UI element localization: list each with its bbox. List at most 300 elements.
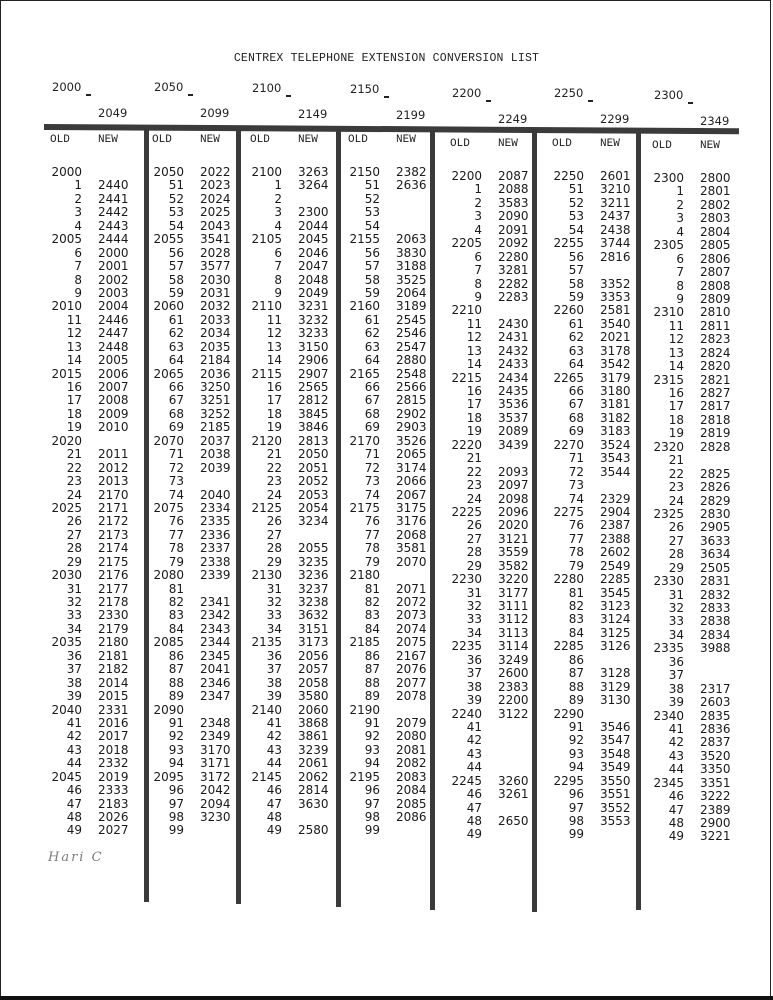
old-extension: 52 xyxy=(364,191,380,206)
new-extension: 2036 xyxy=(200,366,231,381)
old-extension: 31 xyxy=(668,587,684,602)
old-extension: 2015 xyxy=(51,366,82,381)
new-extension: 2447 xyxy=(98,326,129,341)
old-extension: 58 xyxy=(364,272,380,287)
table-row xyxy=(348,744,443,757)
table-row xyxy=(450,721,545,734)
new-extension: 3210 xyxy=(600,182,631,197)
old-extension: 1 xyxy=(274,178,282,193)
old-extension: 94 xyxy=(168,756,184,771)
old-extension: 2190 xyxy=(349,702,380,717)
table-row xyxy=(250,596,345,609)
old-extension: 81 xyxy=(364,581,380,596)
table-row xyxy=(250,179,345,192)
new-extension: 2200 xyxy=(498,693,529,708)
new-extension: 3222 xyxy=(700,789,731,804)
table-row xyxy=(152,569,247,582)
old-extension: 39 xyxy=(668,695,684,710)
old-extension: 29 xyxy=(466,558,482,573)
table-row xyxy=(552,546,647,559)
new-extension: 3352 xyxy=(600,276,631,291)
old-extension: 4 xyxy=(676,224,684,239)
new-extension: 3172 xyxy=(200,769,231,784)
table-row xyxy=(50,368,145,381)
new-extension: 3128 xyxy=(600,666,631,681)
old-extension: 2020 xyxy=(51,433,82,448)
new-extension: 2175 xyxy=(98,554,129,569)
table-row xyxy=(652,750,747,763)
table-row xyxy=(152,650,247,663)
old-extension: 9 xyxy=(74,285,82,300)
new-extension: 2338 xyxy=(200,554,231,569)
table-row xyxy=(250,609,345,622)
table-row xyxy=(50,314,145,327)
old-extension: 38 xyxy=(266,675,282,690)
new-extension: 2070 xyxy=(396,554,427,569)
old-extension: 42 xyxy=(668,735,684,750)
table-row xyxy=(552,587,647,600)
old-extension: 2105 xyxy=(251,232,282,247)
old-extension: 6 xyxy=(274,245,282,260)
table-row xyxy=(152,448,247,461)
table-row xyxy=(450,170,545,183)
new-extension: 2055 xyxy=(298,541,329,556)
table-row xyxy=(250,448,345,461)
old-extension: 2250 xyxy=(553,169,584,183)
table-row xyxy=(348,394,443,407)
new-extension: 2026 xyxy=(98,810,129,824)
new-extension: 2021 xyxy=(600,330,631,345)
table-row xyxy=(552,533,647,546)
new-extension: 3130 xyxy=(600,693,631,708)
old-extension: 2130 xyxy=(251,568,282,583)
old-extension: 97 xyxy=(568,800,584,815)
old-extension: 21 xyxy=(668,453,684,468)
table-row xyxy=(552,398,647,411)
table-row xyxy=(652,817,747,830)
new-header: NEW xyxy=(498,138,518,150)
old-extension: 34 xyxy=(466,625,482,640)
new-extension: 2347 xyxy=(200,689,231,704)
new-extension: 2024 xyxy=(200,191,231,206)
old-extension: 33 xyxy=(668,614,684,629)
new-extension: 3546 xyxy=(600,719,631,734)
new-extension: 2330 xyxy=(98,608,129,623)
new-extension: 3541 xyxy=(200,232,231,247)
table-row xyxy=(652,454,747,467)
new-extension: 2003 xyxy=(98,285,129,300)
new-extension: 3580 xyxy=(298,689,329,704)
table-row xyxy=(50,771,145,784)
old-extension: 49 xyxy=(66,823,82,838)
table-row xyxy=(552,466,647,479)
table-row xyxy=(152,489,247,502)
old-extension: 81 xyxy=(568,585,584,600)
old-extension: 39 xyxy=(266,689,282,704)
old-extension: 22 xyxy=(266,460,282,475)
old-extension: 2080 xyxy=(153,568,184,583)
table-row xyxy=(50,636,145,649)
table-row xyxy=(652,495,747,508)
table-row xyxy=(250,798,345,811)
table-row xyxy=(50,623,145,636)
table-row xyxy=(152,327,247,340)
new-extension: 3234 xyxy=(298,514,329,529)
old-extension: 7 xyxy=(474,263,482,278)
new-extension: 3264 xyxy=(298,178,329,193)
new-extension: 2832 xyxy=(700,587,731,602)
old-extension: 18 xyxy=(66,406,82,421)
new-extension: 3232 xyxy=(298,312,329,327)
old-extension: 2195 xyxy=(349,769,380,784)
old-extension: 53 xyxy=(364,205,380,220)
table-row xyxy=(348,704,443,717)
table-row xyxy=(552,600,647,613)
table-row xyxy=(450,358,545,371)
new-extension: 2053 xyxy=(298,487,329,502)
old-extension: 2095 xyxy=(153,769,184,784)
old-extension: 42 xyxy=(66,729,82,744)
table-row xyxy=(152,690,247,703)
old-extension: 83 xyxy=(168,608,184,623)
table-row xyxy=(152,274,247,287)
range-dash xyxy=(384,96,389,98)
new-extension: 3577 xyxy=(200,259,231,274)
new-extension: 2068 xyxy=(396,527,427,542)
new-extension: 2171 xyxy=(98,500,129,515)
table-row xyxy=(652,589,747,602)
new-extension: 2005 xyxy=(98,353,129,368)
new-extension: 3583 xyxy=(498,195,529,210)
new-extension: 3520 xyxy=(700,748,731,763)
old-header: OLD xyxy=(552,138,572,150)
old-extension: 2155 xyxy=(349,232,380,247)
table-row xyxy=(552,345,647,358)
old-extension: 17 xyxy=(668,399,684,414)
table-row xyxy=(50,421,145,434)
old-extension: 2005 xyxy=(51,232,82,247)
old-extension: 83 xyxy=(568,612,584,627)
table-row xyxy=(348,623,443,636)
table-row xyxy=(50,179,145,192)
table-row xyxy=(152,757,247,770)
new-extension: 2067 xyxy=(396,487,427,502)
table-row xyxy=(652,548,747,561)
new-extension: 2061 xyxy=(298,756,329,771)
new-extension: 2078 xyxy=(396,689,427,704)
old-extension: 9 xyxy=(274,285,282,300)
new-extension: 2056 xyxy=(298,648,329,663)
new-extension: 2041 xyxy=(200,662,231,677)
old-extension: 2215 xyxy=(451,370,482,385)
old-header: OLD xyxy=(652,140,672,152)
old-extension: 66 xyxy=(168,380,184,394)
new-extension: 2300 xyxy=(298,205,329,220)
table-row xyxy=(250,824,345,837)
table-row xyxy=(250,368,345,381)
table-row xyxy=(152,529,247,542)
table-row xyxy=(450,573,545,586)
old-extension: 2145 xyxy=(251,769,282,784)
old-extension: 98 xyxy=(568,814,584,828)
new-extension: 3183 xyxy=(600,424,631,439)
new-extension: 3559 xyxy=(498,545,529,560)
new-extension: 2806 xyxy=(700,251,731,266)
table-row xyxy=(652,306,747,319)
table-row xyxy=(50,206,145,219)
table-row xyxy=(652,804,747,817)
old-extension: 24 xyxy=(466,491,482,506)
table-row xyxy=(552,412,647,425)
table-row xyxy=(50,690,145,703)
new-extension: 2066 xyxy=(396,474,427,489)
table-row xyxy=(450,183,545,196)
new-extension: 3176 xyxy=(396,514,427,529)
new-extension: 2333 xyxy=(98,783,129,798)
table-row xyxy=(552,318,647,331)
old-extension: 44 xyxy=(466,760,482,775)
table-row xyxy=(250,233,345,246)
new-extension: 3173 xyxy=(298,635,329,650)
new-extension: 2045 xyxy=(298,232,329,247)
new-extension: 3113 xyxy=(498,625,529,640)
new-extension: 2636 xyxy=(396,178,427,193)
old-extension: 26 xyxy=(466,518,482,533)
table-row xyxy=(250,502,345,515)
old-extension: 2320 xyxy=(653,439,684,454)
table-row xyxy=(250,247,345,260)
table-row xyxy=(652,468,747,481)
old-extension: 48 xyxy=(266,810,282,824)
new-extension: 3180 xyxy=(600,384,631,398)
new-extension: 2057 xyxy=(298,662,329,677)
table-row xyxy=(50,798,145,811)
table-row xyxy=(552,251,647,264)
table-row xyxy=(652,347,747,360)
old-extension: 79 xyxy=(168,554,184,569)
new-extension: 2092 xyxy=(498,236,529,251)
new-extension: 3111 xyxy=(498,599,529,613)
old-extension: 2140 xyxy=(251,702,282,717)
table-row xyxy=(50,529,145,542)
table-row xyxy=(450,291,545,304)
old-extension: 21 xyxy=(466,451,482,466)
old-extension: 39 xyxy=(466,693,482,708)
new-extension: 2813 xyxy=(298,433,329,448)
new-extension: 3553 xyxy=(600,814,631,828)
old-extension: 69 xyxy=(568,424,584,439)
new-extension: 2073 xyxy=(396,608,427,623)
table-row xyxy=(652,777,747,790)
new-extension: 2545 xyxy=(396,312,427,327)
new-extension: 3251 xyxy=(200,393,231,408)
old-extension: 72 xyxy=(364,460,380,475)
old-extension: 12 xyxy=(668,332,684,347)
range-to: 2199 xyxy=(396,108,426,122)
old-extension: 57 xyxy=(168,259,184,274)
table-row xyxy=(50,166,145,179)
table-row xyxy=(50,609,145,622)
old-extension: 41 xyxy=(466,719,482,734)
new-extension: 2025 xyxy=(200,205,231,220)
table-row xyxy=(552,291,647,304)
old-extension: 2290 xyxy=(553,706,584,721)
old-extension: 2335 xyxy=(653,641,684,656)
old-extension: 2 xyxy=(74,191,82,206)
table-row xyxy=(652,763,747,776)
old-extension: 39 xyxy=(66,689,82,704)
old-extension: 46 xyxy=(66,783,82,798)
table-row xyxy=(348,529,443,542)
new-extension: 2183 xyxy=(98,796,129,811)
old-extension: 83 xyxy=(364,608,380,623)
old-extension: 51 xyxy=(568,182,584,197)
old-extension: 21 xyxy=(66,447,82,462)
new-extension: 3238 xyxy=(298,595,329,609)
old-extension: 27 xyxy=(266,527,282,542)
new-extension: 2446 xyxy=(98,312,129,327)
old-extension: 57 xyxy=(364,259,380,274)
table-row xyxy=(250,394,345,407)
new-extension: 3544 xyxy=(600,464,631,479)
old-extension: 2070 xyxy=(153,433,184,448)
old-extension: 18 xyxy=(668,412,684,427)
old-extension: 78 xyxy=(364,541,380,556)
table-row xyxy=(152,408,247,421)
table-row xyxy=(152,784,247,797)
new-extension: 2172 xyxy=(98,514,129,529)
new-extension: 2283 xyxy=(498,289,529,304)
old-extension: 46 xyxy=(466,787,482,802)
new-extension xyxy=(282,811,340,824)
old-extension: 71 xyxy=(364,447,380,462)
table-row xyxy=(652,280,747,293)
new-extension: 3230 xyxy=(200,810,231,824)
old-extension: 34 xyxy=(668,627,684,642)
old-extension: 51 xyxy=(168,178,184,193)
table-row xyxy=(348,260,443,273)
old-extension: 37 xyxy=(266,662,282,677)
new-extension: 2349 xyxy=(200,729,231,744)
old-extension: 59 xyxy=(568,289,584,304)
old-extension: 4 xyxy=(274,218,282,233)
table-row xyxy=(348,166,443,179)
table-row xyxy=(152,730,247,743)
new-extension: 2039 xyxy=(200,460,231,475)
old-extension: 2 xyxy=(274,191,282,206)
table-row xyxy=(50,811,145,824)
table-row xyxy=(250,663,345,676)
old-extension: 2055 xyxy=(153,232,184,247)
old-extension: 2315 xyxy=(653,372,684,387)
conversion-column xyxy=(250,134,345,838)
old-extension: 94 xyxy=(364,756,380,771)
table-row xyxy=(348,556,443,569)
table-row xyxy=(50,435,145,448)
new-extension xyxy=(584,828,642,841)
new-extension: 3525 xyxy=(396,272,427,287)
new-extension: 2906 xyxy=(298,353,329,368)
range-to: 2349 xyxy=(700,114,730,128)
old-extension: 38 xyxy=(66,675,82,690)
table-row xyxy=(348,179,443,192)
new-extension: 2837 xyxy=(700,735,731,750)
table-row xyxy=(652,226,747,239)
new-extension xyxy=(482,721,540,734)
old-extension: 16 xyxy=(66,380,82,394)
range-from: 2250 xyxy=(554,86,584,100)
new-extension: 2010 xyxy=(98,420,129,435)
table-row xyxy=(50,300,145,313)
new-extension: 3188 xyxy=(396,259,427,274)
old-extension: 7 xyxy=(676,265,684,280)
table-row xyxy=(348,650,443,663)
range-to: 2299 xyxy=(600,112,630,126)
table-row xyxy=(652,602,747,615)
new-extension: 2348 xyxy=(200,715,231,730)
new-extension: 2015 xyxy=(98,689,129,704)
new-extension xyxy=(482,734,540,747)
old-extension: 8 xyxy=(474,276,482,291)
new-extension: 2038 xyxy=(200,447,231,462)
range-from: 2100 xyxy=(252,81,282,95)
old-extension: 68 xyxy=(568,410,584,425)
old-extension: 49 xyxy=(466,827,482,842)
old-extension: 19 xyxy=(66,420,82,435)
old-extension: 24 xyxy=(66,487,82,502)
new-extension: 3543 xyxy=(600,451,631,466)
table-row xyxy=(552,439,647,452)
new-extension xyxy=(282,193,340,206)
new-extension: 2907 xyxy=(298,366,329,381)
new-extension: 2580 xyxy=(298,823,329,838)
new-extension: 2431 xyxy=(498,330,529,345)
new-extension: 2821 xyxy=(700,372,731,387)
new-extension: 2011 xyxy=(98,447,129,462)
new-extension: 2034 xyxy=(200,326,231,341)
old-extension: 6 xyxy=(676,251,684,266)
new-extension: 2032 xyxy=(200,299,231,314)
range-from: 2300 xyxy=(654,88,684,102)
new-extension: 2094 xyxy=(200,796,231,811)
old-extension: 2185 xyxy=(349,635,380,650)
new-extension: 2006 xyxy=(98,366,129,381)
table-row xyxy=(348,757,443,770)
new-extension: 2337 xyxy=(200,541,231,556)
old-extension: 2240 xyxy=(451,706,482,721)
table-row xyxy=(450,613,545,626)
new-extension xyxy=(380,824,438,837)
table-row xyxy=(250,260,345,273)
old-extension: 71 xyxy=(168,447,184,462)
new-extension: 2566 xyxy=(396,380,427,394)
old-extension: 56 xyxy=(168,245,184,260)
old-extension: 32 xyxy=(66,595,82,609)
new-extension: 2332 xyxy=(98,756,129,771)
new-extension: 2008 xyxy=(98,393,129,408)
table-row xyxy=(652,172,747,185)
table-row xyxy=(50,448,145,461)
new-extension: 3846 xyxy=(298,420,329,435)
old-extension: 6 xyxy=(74,245,82,260)
table-row xyxy=(250,408,345,421)
range-header xyxy=(52,80,142,124)
table-row xyxy=(152,824,247,837)
new-extension: 2331 xyxy=(98,702,129,717)
table-row xyxy=(552,519,647,532)
old-extension: 2205 xyxy=(451,236,482,251)
old-extension: 9 xyxy=(474,289,482,304)
